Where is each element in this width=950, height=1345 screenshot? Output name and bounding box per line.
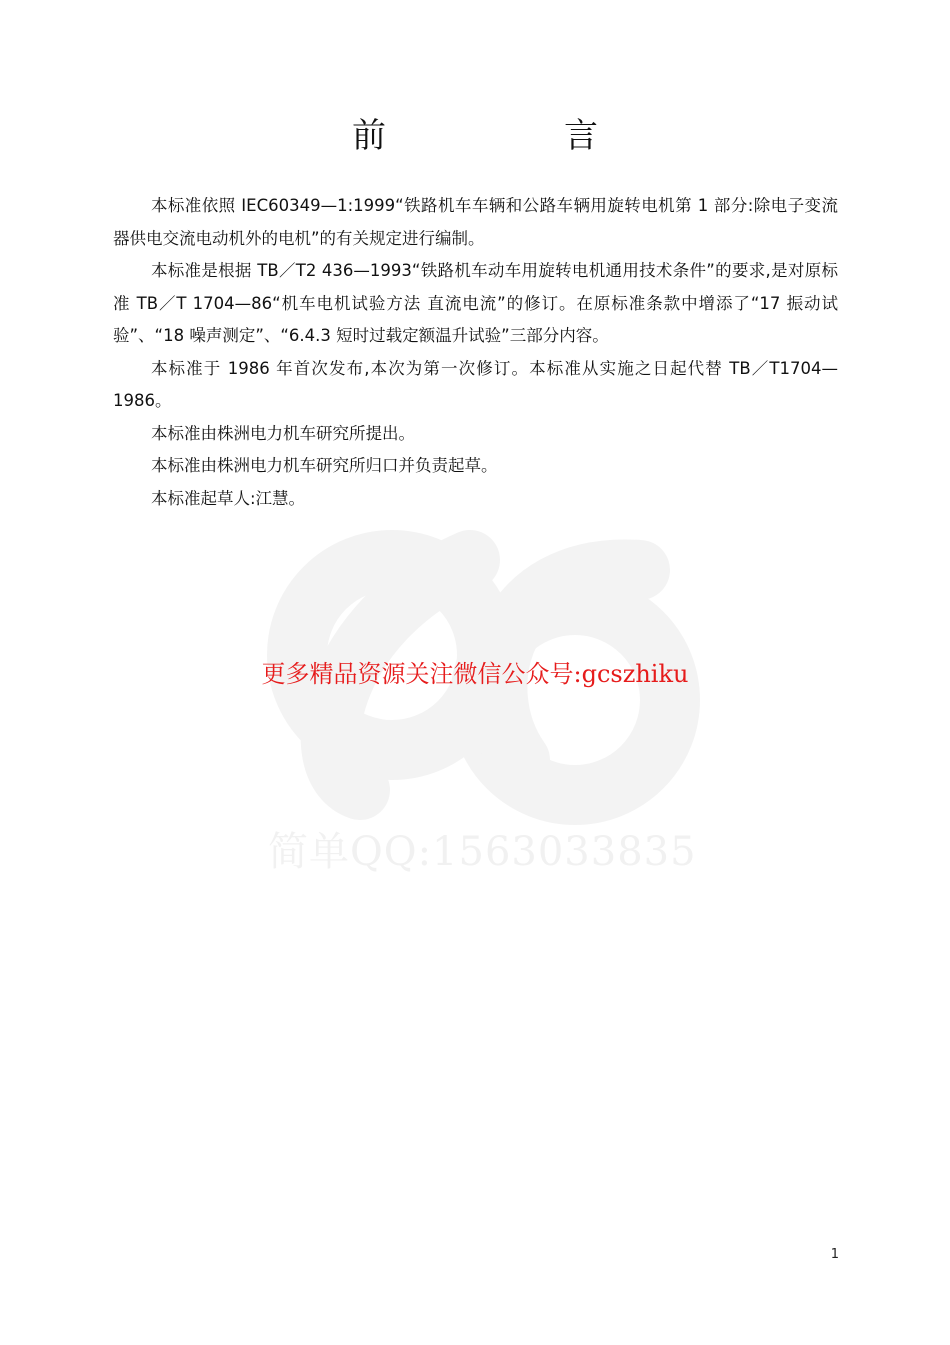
paragraph-3: 本标准于 1986 年首次发布,本次为第一次修订。本标准从实施之日起代替 TB／T1704—1986。 xyxy=(113,358,838,410)
watermark-qq-text: 简单QQ:1563033835 xyxy=(268,829,697,875)
paragraph-4: 本标准由株洲电力机车研究所提出。 xyxy=(150,423,415,443)
paragraph-5: 本标准由株洲电力机车研究所归口并负责起草。 xyxy=(150,456,498,475)
watermark-circle-right xyxy=(480,605,670,795)
paragraph-6: 本标准起草人:江慧。 xyxy=(150,488,305,508)
document-body xyxy=(113,190,838,515)
paragraph-1: 本标准依照 IEC60349—1:1999“铁路机车车辆和公路车辆用旋转电机第 1 部分:除电子变流器供电交流电动机外的电机”的有关规定进行编制。 xyxy=(113,196,838,248)
paragraph-2: 本标准是根据 TB／T2 436—1993“铁路机车动车用旋转电机通用技术条件”的要求,是对原标准 TB／T 1704—86“机车电机试验方法 直流电流”的修订。在原标准条款中增添了“17 振动试验”、“18 噪声测定”、“6.4.3 短时过载定额温升试验”三部分内容。 xyxy=(113,261,838,345)
page-title: 前 言 xyxy=(352,116,670,156)
promo-line: 更多精品资源关注微信公众号:gcszhiku xyxy=(261,660,689,688)
watermark-circle-left xyxy=(297,560,487,750)
page-number: 1 xyxy=(830,1247,839,1262)
